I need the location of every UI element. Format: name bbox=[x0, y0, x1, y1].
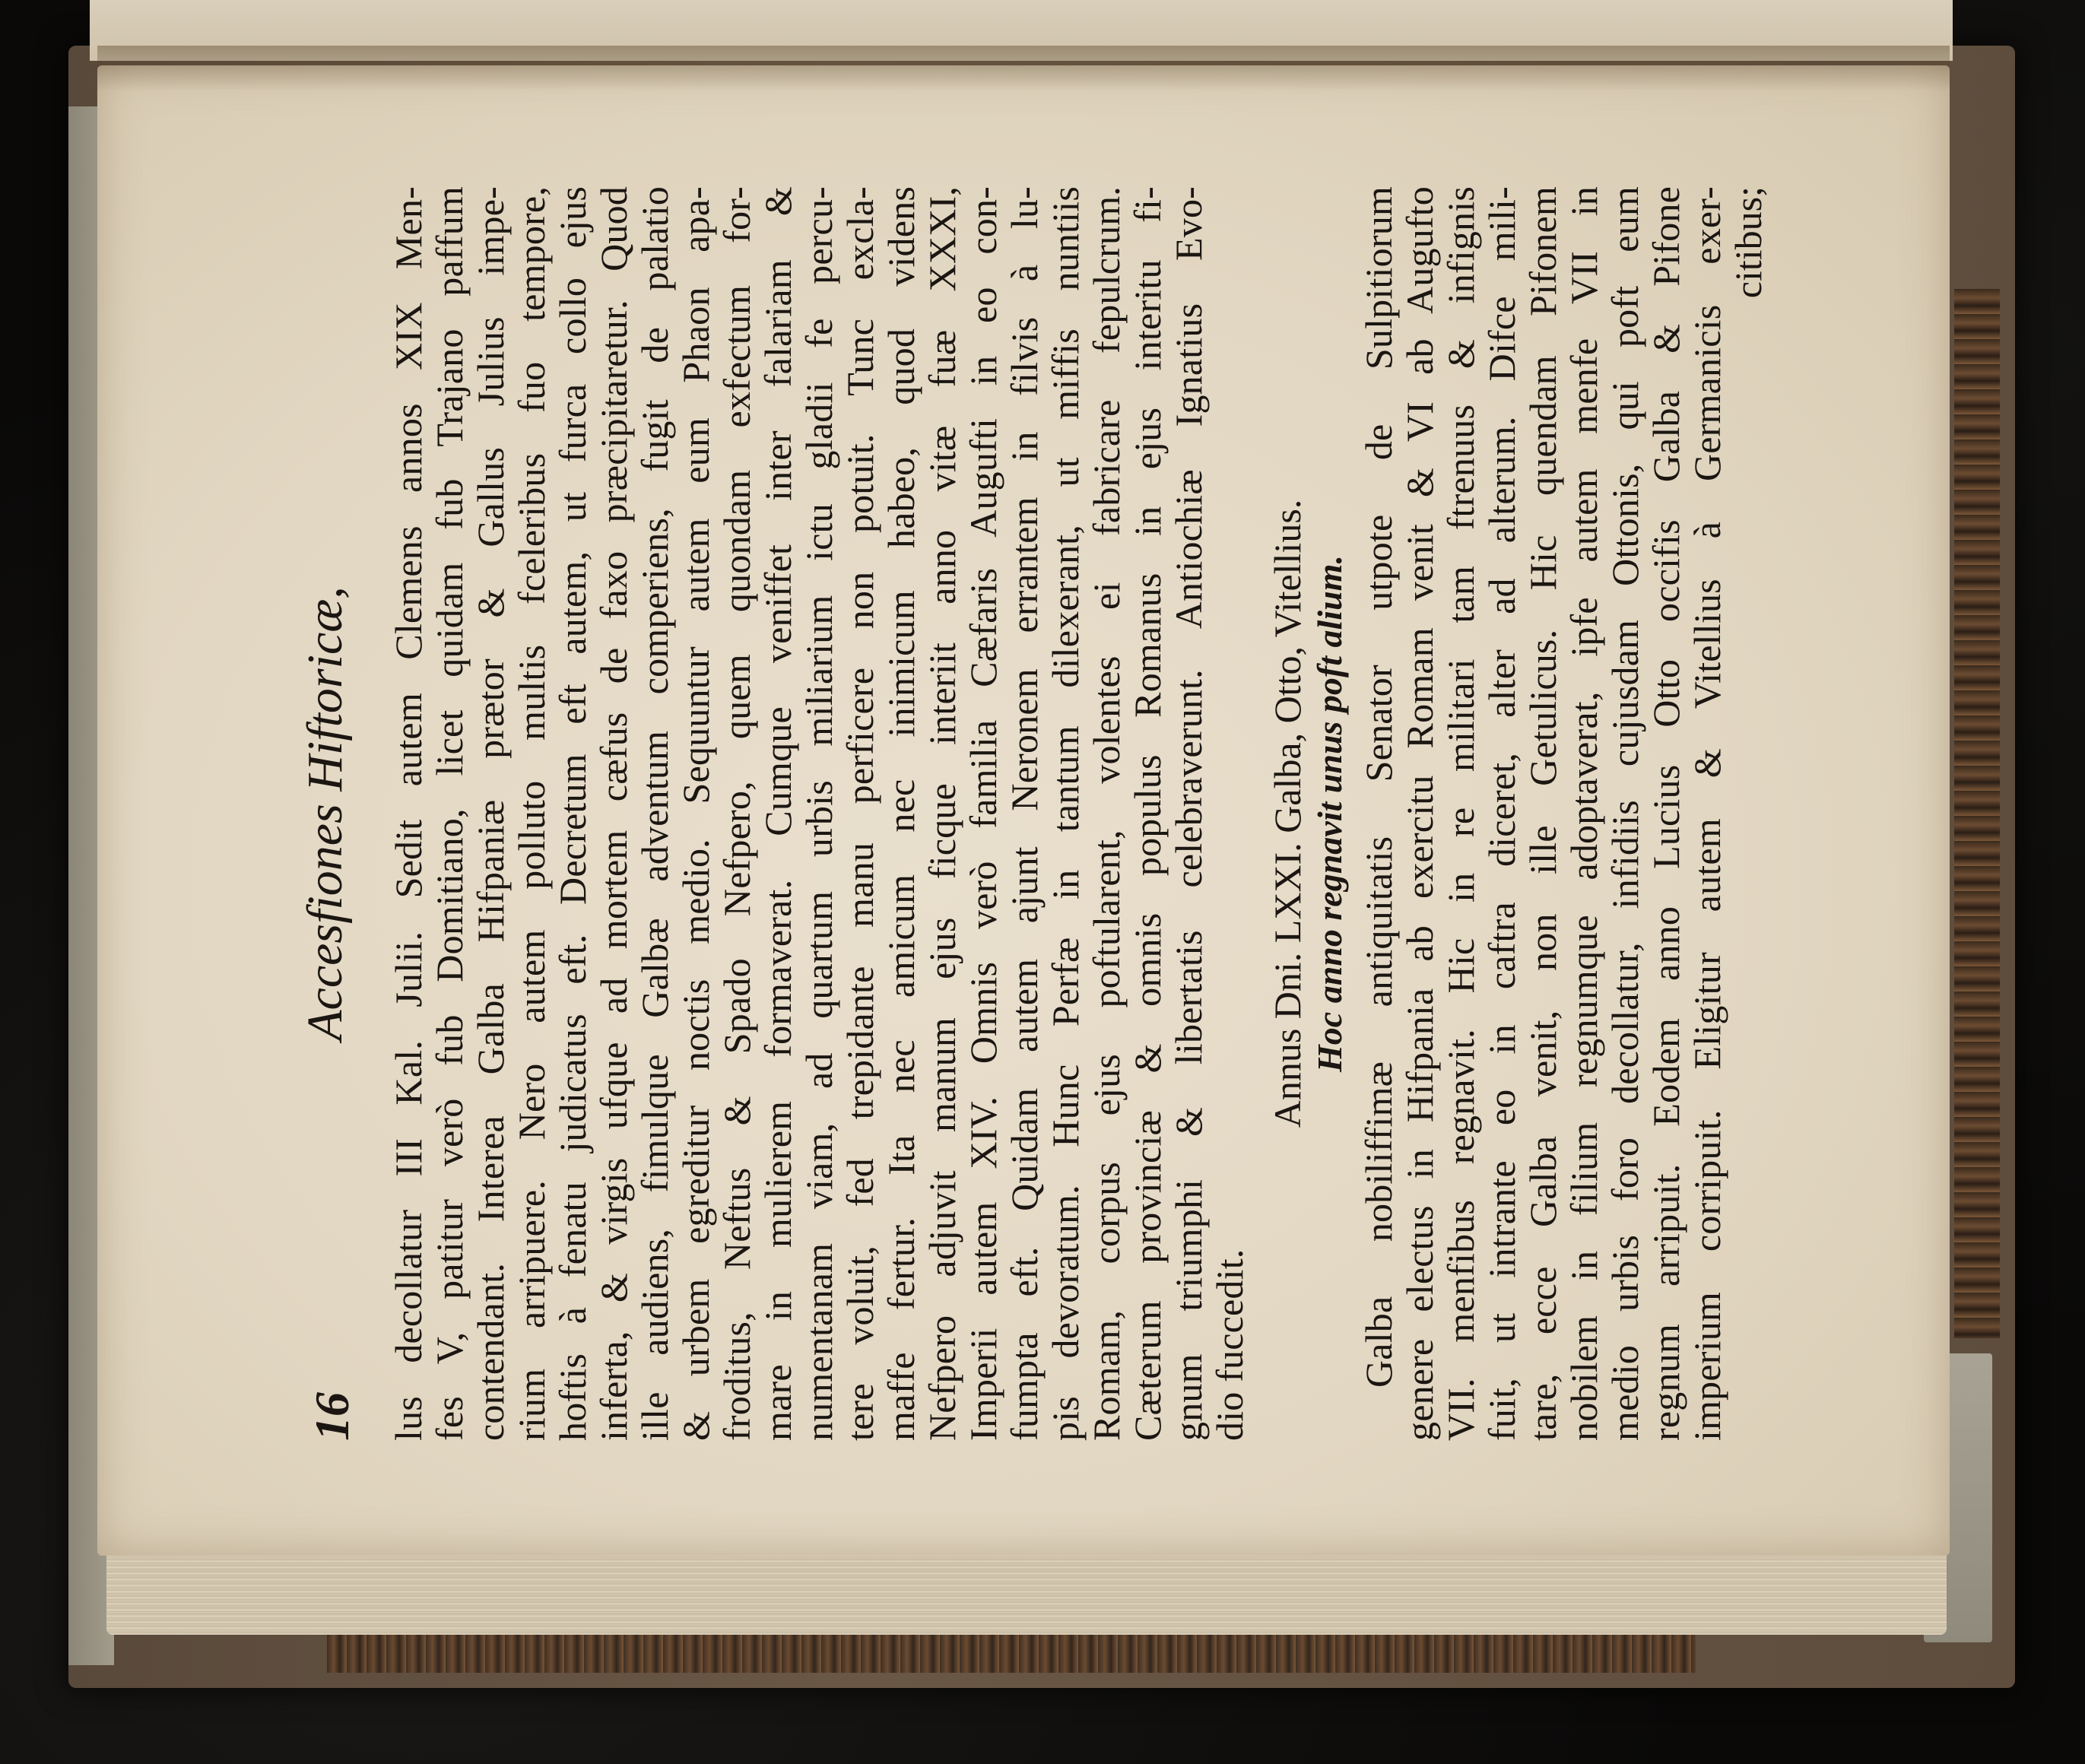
text-line: lus decollatur III Kal. Julii. Sedit autem Clemens annos XIX Men- bbox=[387, 186, 430, 1441]
text-line: dio fuccedit. bbox=[1208, 1248, 1251, 1441]
running-title: Accesfiones Hiftoricæ, bbox=[297, 586, 353, 1041]
page-text-frame bbox=[297, 186, 1817, 1441]
page-number: 16 bbox=[305, 1392, 359, 1441]
text-line: regnum arripuit. Eodem anno Lucius Otto occifis Galba & Pifone bbox=[1645, 186, 1687, 1441]
text-line: inferta, & virgis ufque ad mortem cæfus de faxo præcipitaretur. Quod bbox=[592, 186, 635, 1441]
section-subheading: Hoc anno regnavit unus poft alium. bbox=[1310, 555, 1349, 1072]
text-line: Romam, corpus ejus poftularent, volentes ei fabricare fepulcrum. bbox=[1085, 186, 1128, 1441]
body-text bbox=[388, 186, 1769, 1441]
text-line: medio urbis foro decollatur, infidiis cujusdam Ottonis, qui poft eum bbox=[1604, 186, 1646, 1441]
running-head bbox=[297, 186, 365, 1441]
text-line: imperium corripuit. Eligitur autem & Vitellius à Germanicis exer- bbox=[1686, 186, 1728, 1441]
text-line: hoftis à fenatu judicatus eft. Decretum eft autem, ut furca collo ejus bbox=[551, 186, 594, 1441]
text-line: rium arripuere. Nero autem polluto multis fceleribus fuo tempore, bbox=[510, 186, 553, 1441]
text-line: ille audiens, fimulque Galbæ adventum comperiens, fugit de palatio bbox=[633, 186, 676, 1441]
text-line: gnum triumphi & libertatis celebraverunt. Antiochiæ Ignatius Evo- bbox=[1167, 186, 1210, 1441]
text-line: & urbem egreditur noctis medio. Sequuntur autem eum Phaon apa- bbox=[674, 186, 717, 1441]
text-line: maffe fertur. Ita nec amicum nec inimicum habeo, quod videns bbox=[880, 186, 922, 1441]
text-line: froditus, Neftus & Spado Nefpero, quem quondam exfectum for- bbox=[716, 186, 758, 1441]
spacer bbox=[1250, 186, 1265, 1441]
text-line: pis devoratum. Hunc Perfæ in tantum dilexerant, ut miffis nuntiis bbox=[1044, 186, 1087, 1441]
text-line: Galba nobiliffimæ antiquitatis Senator utpote de Sulpitiorum bbox=[1357, 186, 1400, 1388]
catchword: citibus; bbox=[1727, 186, 1769, 299]
text-line: fumpta eft. Quidam autem ajunt Neronem errantem in filvis à lu- bbox=[1003, 186, 1046, 1441]
text-line: tare, ecce Galba venit, non ille Getulicus. Hic quendam Pifonem bbox=[1522, 186, 1564, 1441]
text-line: fes V, patitur verò fub Domitiano, licet quidam fub Trajano paffum bbox=[428, 186, 471, 1441]
text-line: Imperii autem XIV. Omnis verò familia Cæfaris Augufti in eo con- bbox=[962, 186, 1004, 1441]
page-gutter-shadow bbox=[97, 46, 1950, 91]
text-line: fuit, ut intrante eo in caftra diceret, alter ad alterum. Difce mili- bbox=[1480, 186, 1523, 1441]
text-line: genere electus in Hifpania ab exercitu Romam venit & VI ab Augufto bbox=[1398, 186, 1441, 1441]
text-line: numentanam viam, ad quartum urbis miliarium ictu gladii fe percu- bbox=[798, 186, 840, 1441]
text-line: tere voluit, fed trepidante manu perficere non potuit. Tunc excla- bbox=[839, 186, 881, 1441]
text-line: mare in mulierem formaverat. Cumque veniffet inter falariam & bbox=[757, 186, 799, 1441]
page-block-edge bbox=[106, 1551, 1947, 1635]
marbled-edge-right bbox=[1954, 289, 2000, 1338]
text-line: nobilem in filium regnumque adoptaverat, ipfe autem menfe VII in bbox=[1563, 186, 1605, 1441]
text-line: VII. menfibus regnavit. Hic in re militari tam ftrenuus & infignis bbox=[1439, 186, 1482, 1441]
section-heading: Annus Dni. LXXI. Galba, Otto, Vitellius. bbox=[1266, 499, 1309, 1128]
text-line: Cæterum provinciæ & omnis populus Romanus in ejus interitu fi- bbox=[1126, 186, 1169, 1441]
text-line: contendant. Interea Galba Hifpaniæ prætor & Gallus Julius impe- bbox=[469, 186, 512, 1441]
text-line: Nefpero adjuvit manum ejus ficque interiit anno vitæ fuæ XXXI, bbox=[921, 186, 963, 1441]
